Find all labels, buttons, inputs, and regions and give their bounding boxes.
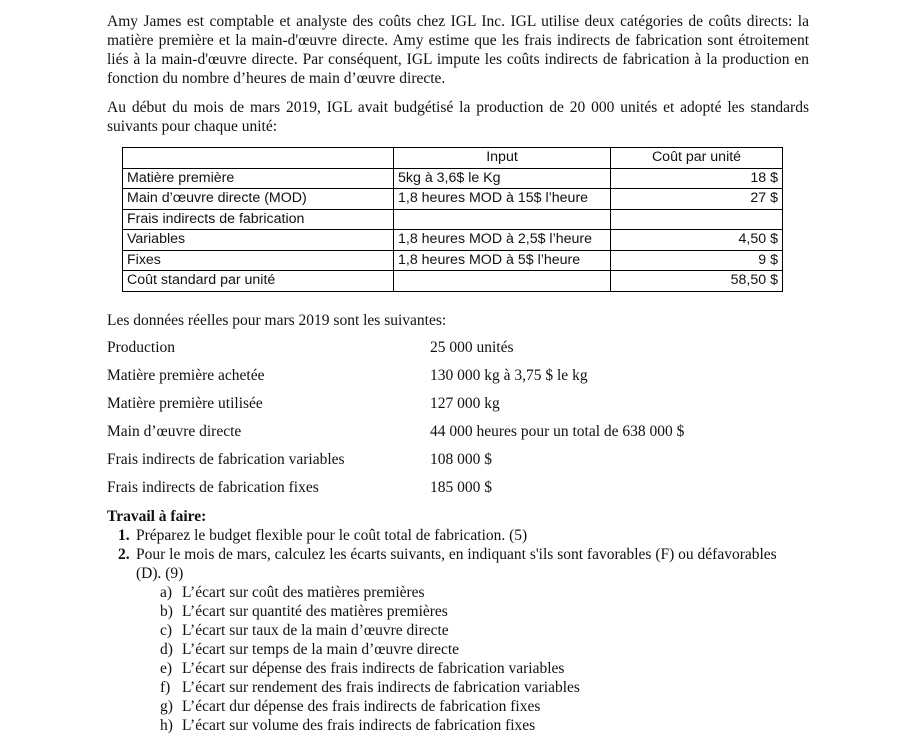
work-title: Travail à faire: [107,508,207,525]
row-item: Main d’œuvre directe (MOD) [123,189,394,210]
row-input: 1,8 heures MOD à 15$ l’heure [394,189,611,210]
table-header-row [123,148,783,169]
actual-value-fixed-overhead: 185 000 $ [430,479,492,496]
actual-value-material-used: 127 000 kg [430,395,500,412]
table-row [123,168,783,189]
row-input [394,209,611,230]
row-cost: 58,50 $ [611,271,783,292]
row-cost: 27 $ [611,189,783,210]
question-2-number: 2. [118,546,130,563]
actual-label-fixed-overhead: Frais indirects de fabrication fixes [107,479,319,496]
row-cost: 4,50 $ [611,230,783,251]
list-item: f) L’écart sur rendement des frais indirects de fabrication variables [160,679,580,696]
row-cost: 18 $ [611,168,783,189]
actual-label-variable-overhead: Frais indirects de fabrication variables [107,451,345,468]
list-item: d) L’écart sur temps de la main d’œuvre directe [160,641,460,658]
list-item: c) L’écart sur taux de la main d’œuvre directe [160,622,449,639]
header-cell-cost: Coût par unité [611,148,783,169]
row-cost: 9 $ [611,250,783,271]
table-row [123,209,783,230]
list-item: g) L’écart dur dépense des frais indirects de fabrication fixes [160,698,541,715]
question-1-text: Préparez le budget flexible pour le coût total de fabrication. (5) [136,527,528,544]
question-2 [118,545,777,564]
actual-value-material-purchased: 130 000 kg à 3,75 $ le kg [430,367,588,384]
list-item: h) L’écart sur volume des frais indirects de fabrication fixes [160,717,536,734]
intro-paragraph-1: Amy James est comptable et analyste des coûts chez IGL Inc. IGL utilise deux catégories de coûts directs: la matière première et la main-d'œuvre directe. Amy estime que les frais indirects de fabrication sont étroitement liés à la main-d'œuvre directe. Par conséquent, IGL impute les coûts indirects de fabrication à la production en fonction du nombre d’heures de main d’œuvre directe. [107,13,809,87]
question-2-text: Pour le mois de mars, calculez les écarts suivants, en indiquant s'ils sont favorables (F) ou défavorables [136,546,777,563]
standards-table [122,147,783,292]
table-row [123,230,783,251]
table-row [123,189,783,210]
row-item: Variables [123,230,394,251]
row-input: 1,8 heures MOD à 5$ l’heure [394,250,611,271]
row-item: Frais indirects de fabrication [123,209,394,230]
actual-value-production: 25 000 unités [430,339,514,356]
table-row [123,250,783,271]
header-cell-input: Input [394,148,611,169]
row-input: 5kg à 3,6$ le Kg [394,168,611,189]
list-item: b) L’écart sur quantité des matières premières [160,603,448,620]
table-row [123,271,783,292]
row-item: Fixes [123,250,394,271]
row-item: Matière première [123,168,394,189]
actual-label-material-used: Matière première utilisée [107,395,263,412]
intro-paragraph-2: Au début du mois de mars 2019, IGL avait budgétisé la production de 20 000 unités et adopté les standards suivants pour chaque unité: [107,99,809,135]
actual-label-production: Production [107,339,176,356]
actual-value-direct-labor: 44 000 heures pour un total de 638 000 $ [430,423,685,440]
header-cell-item [123,148,394,169]
actual-data-heading: Les données réelles pour mars 2019 sont les suivantes: [107,312,447,329]
question-1 [118,526,527,545]
actual-label-direct-labor: Main d’œuvre directe [107,423,242,440]
actual-value-variable-overhead: 108 000 $ [430,451,492,468]
list-item: a) L’écart sur coût des matières premières [160,584,425,601]
actual-label-material-purchased: Matière première achetée [107,367,265,384]
row-input [394,271,611,292]
row-cost [611,209,783,230]
question-1-number: 1. [118,527,130,544]
question-2-continuation: (D). (9) [136,565,184,582]
row-item: Coût standard par unité [123,271,394,292]
list-item: e) L’écart sur dépense des frais indirects de fabrication variables [160,660,565,677]
row-input: 1,8 heures MOD à 2,5$ l’heure [394,230,611,251]
